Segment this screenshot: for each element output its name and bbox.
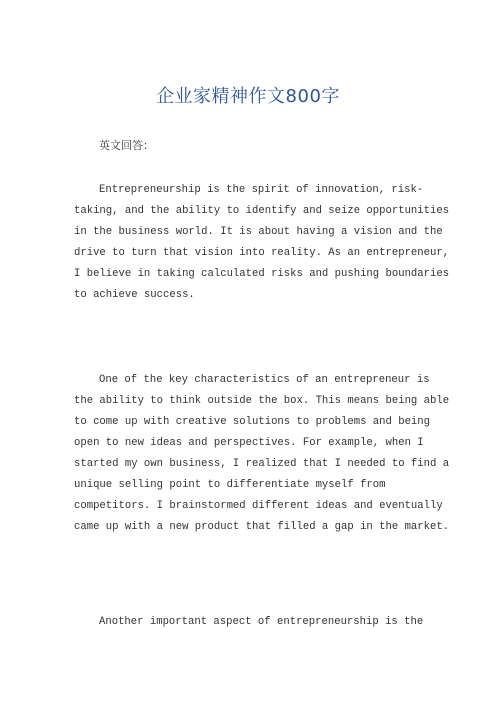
text-line: to come up with creative solutions to problems and being [74,416,431,428]
text-line: the ability to think outside the box. This means being able [74,395,450,407]
text-line: in the business world. It is about having a vision and the [74,226,443,238]
text-line: One of the key characteristics of an entrepreneur is [99,374,430,386]
text-line: taking, and the ability to identify and seize opportunities [74,205,450,217]
text-line: drive to turn that vision into reality. As an entrepreneur, [74,247,450,259]
text-line: Another important aspect of entrepreneurship is the [99,616,424,628]
text-line: came up with a new product that filled a gap in the market. [74,521,450,533]
text-line: open to new ideas and perspectives. For example, when I [74,437,424,449]
text-line: Entrepreneurship is the spirit of innovation, risk- [99,184,424,196]
text-line: I believe in taking calculated risks and pushing boundaries [74,268,450,280]
section-subheading: 英文回答： [99,139,154,152]
text-line: competitors. I brainstormed different ideas and eventually [74,500,443,512]
text-line: unique selling point to differentiate myself from [74,479,386,491]
paragraph-1 [74,180,450,306]
text-line: started my own business, I realized that I needed to find a [74,458,450,470]
paragraph-3 [74,612,424,633]
text-line: to achieve success. [74,289,195,301]
document-title: 企业家精神作文800字 [156,86,340,107]
paragraph-2 [74,370,450,538]
